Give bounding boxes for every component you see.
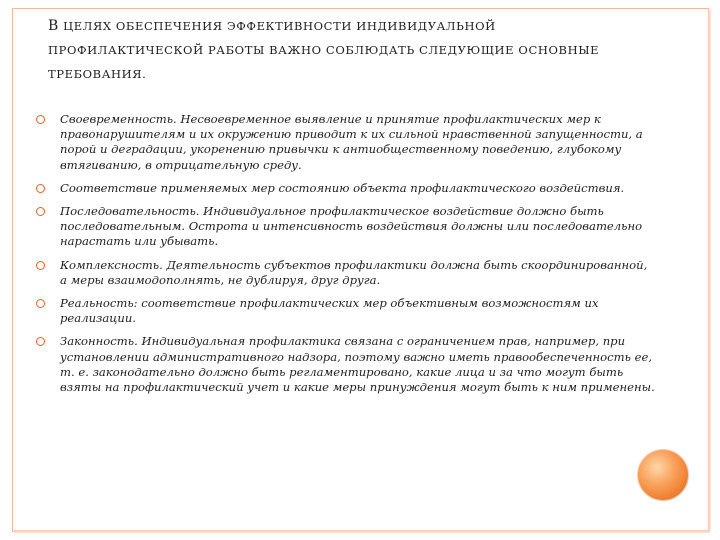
hollow-circle-bullet-icon (36, 261, 45, 270)
hollow-circle-bullet-icon (36, 207, 45, 216)
requirements-list (36, 112, 656, 403)
title-first-letter: В (48, 18, 59, 34)
list-item-text: Комплексность. Деятельность субъектов профилактики должна быть скоординированной, а меры взаимодополнять, не дублируя, друг друга. (60, 257, 648, 287)
slide-shadow-right (708, 10, 711, 530)
list-item-text: Реальность: соответствие профилактических мер объективным возможностям их реализации. (60, 296, 599, 326)
list-item (36, 204, 656, 250)
orange-circle-icon (638, 450, 688, 500)
list-item (36, 112, 656, 173)
slide-shadow-bottom (14, 530, 710, 533)
list-item (36, 258, 656, 288)
list-item-text: Последовательность. Индивидуальное профилактическое воздействие должно быть последовательным. Острота и интенсивность воздействия должны или последовательно нарастать или убывать. (60, 204, 643, 249)
list-item (36, 334, 656, 395)
hollow-circle-bullet-icon (36, 299, 45, 308)
hollow-circle-bullet-icon (36, 337, 45, 346)
hollow-circle-bullet-icon (36, 115, 45, 124)
list-item-text: Своевременность. Несвоевременное выявление и принятие профилактических мер к правонарушителям и их окружению приводит к их сильной нравственной запущенности, а порой и деградации, укоренению привычки к антиобщественному поведению, глубокому втягиванию, в отрицательную среду. (60, 112, 643, 172)
title-text: ЦЕЛЯХ ОБЕСПЕЧЕНИЯ ЭФФЕКТИВНОСТИ ИНДИВИДУАЛЬНОЙ ПРОФИЛАКТИЧЕСКОЙ РАБОТЫ ВАЖНО СОБЛЮДАТЬ СЛЕДУЮЩИЕ ОСНОВНЫЕ ТРЕБОВАНИЯ. (48, 19, 600, 81)
slide-title (48, 14, 648, 86)
list-item (36, 181, 656, 196)
list-item-text: Законность. Индивидуальная профилактика связана с ограничением прав, например, при установлении административного надзора, поэтому важно иметь правообеспеченность ее, т. е. законодательно должно быть регламентировано, какие лица и за что могут быть взяты на профилактический учет и какие меры принуждения могут быть к ним применены. (60, 334, 655, 395)
hollow-circle-bullet-icon (36, 184, 45, 193)
list-item (36, 296, 656, 326)
list-item-text: Соответствие применяемых мер состоянию объекта профилактического воздействия. (60, 180, 625, 195)
